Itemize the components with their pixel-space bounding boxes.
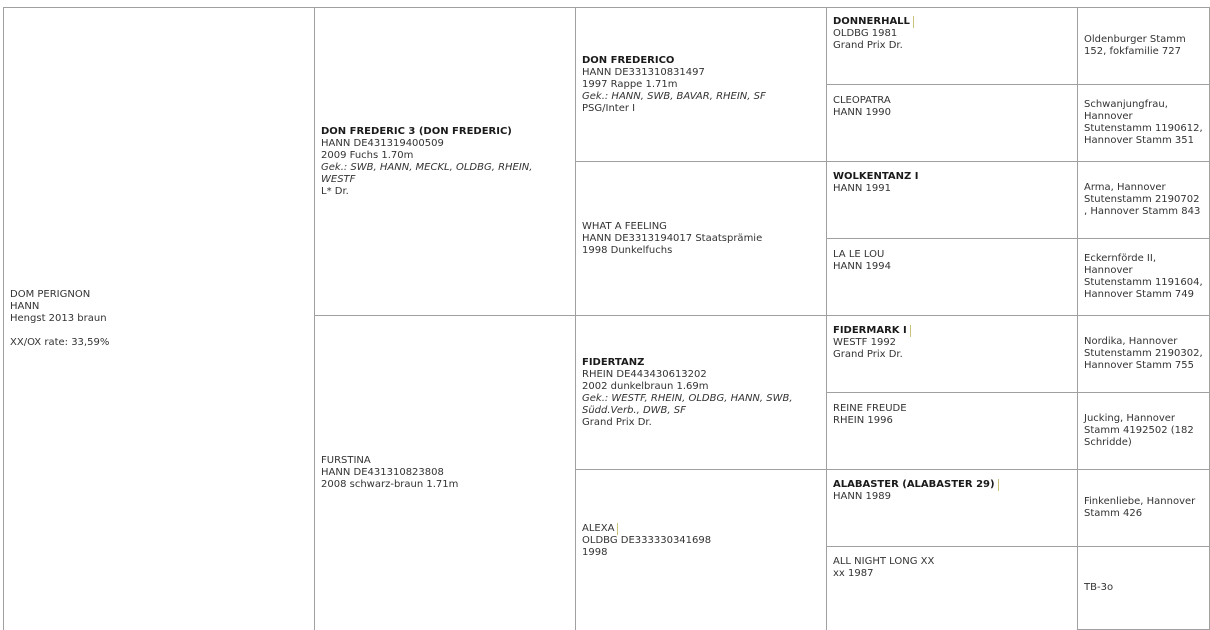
dam-dam-name[interactable]: ALEXA [582, 523, 615, 534]
dam-name[interactable]: FURSTINA [321, 455, 371, 466]
stamm-text: Nordika, Hannover Stutenstamm 2190302, Hannover Stamm 755 [1084, 336, 1203, 371]
gen4-cell-2 [826, 84, 1078, 162]
gen4-cell-3 [826, 161, 1078, 239]
sire-level: L* Dr. [321, 185, 349, 197]
gen4-name[interactable]: CLEOPATRA [833, 95, 891, 106]
gen4-line1: xx 1987 [833, 568, 874, 579]
sire-dam-name[interactable]: WHAT A FEELING [582, 220, 667, 232]
gen4-line1: HANN 1991 [833, 183, 891, 194]
dam-dam-name-row [582, 523, 820, 535]
dam-sire-name[interactable]: FIDERTANZ [582, 356, 645, 368]
gen4-name[interactable]: REINE FREUDE [833, 403, 907, 414]
xxox-rate: XX/OX rate: 33,59% [10, 337, 110, 348]
sire-reg: HANN DE431319400509 [321, 137, 444, 149]
dam-sire-info: 2002 dunkelbraun 1.69m [582, 380, 709, 392]
tick-mark [998, 479, 999, 491]
sire-sire-cell [575, 7, 827, 162]
stamm-text: Schwanjungfrau, Hannover Stutenstamm 1190612, Hannover Stamm 351 [1084, 99, 1203, 146]
sire-cell [314, 7, 576, 316]
tick-mark [617, 523, 618, 535]
gen4-cell-5 [826, 315, 1078, 393]
dam-dam-info: 1998 [582, 547, 608, 558]
gen4-name[interactable]: WOLKENTANZ I [833, 171, 919, 182]
spacer [10, 325, 308, 337]
stamm-cell-4 [1077, 238, 1210, 316]
gen4-line2: Grand Prix Dr. [833, 40, 903, 51]
gen4-cell-6 [826, 392, 1078, 470]
dam-dam-cell [575, 469, 827, 630]
subject-info: Hengst 2013 braun [10, 313, 107, 324]
gen4-name-row [833, 16, 1071, 28]
dam-reg: HANN DE431310823808 [321, 467, 444, 478]
gen4-line1: RHEIN 1996 [833, 415, 893, 426]
sire-dam-cell [575, 161, 827, 316]
gen4-name[interactable]: LA LE LOU [833, 249, 885, 260]
gen4-line1: WESTF 1992 [833, 337, 897, 348]
gen4-name-row [833, 325, 1071, 337]
gen4-name[interactable]: ALL NIGHT LONG XX [833, 556, 935, 567]
sire-dam-info: 1998 Dunkelfuchs [582, 244, 673, 256]
gen4-cell-8 [826, 546, 1078, 630]
subject-name[interactable]: DOM PERIGNON [10, 289, 91, 300]
stamm-text: Eckernförde II, Hannover Stutenstamm 1191604, Hannover Stamm 749 [1084, 253, 1203, 300]
gen4-name[interactable]: ALABASTER (ALABASTER 29) [833, 479, 995, 490]
sire-gek: Gek.: SWB, HANN, MECKL, OLDBG, RHEIN, WESTF [321, 161, 533, 185]
sire-dam-reg: HANN DE3313194017 Staatsprämie [582, 232, 763, 244]
dam-sire-level: Grand Prix Dr. [582, 416, 652, 428]
stamm-cell-2 [1077, 84, 1210, 162]
gen4-cell-4 [826, 238, 1078, 316]
tick-mark [913, 16, 914, 28]
stamm-cell-1 [1077, 7, 1210, 85]
subject-cell [3, 7, 315, 630]
gen4-cell-7 [826, 469, 1078, 547]
dam-info: 2008 schwarz-braun 1.71m [321, 479, 459, 490]
stamm-cell-3 [1077, 161, 1210, 239]
gen4-name[interactable]: DONNERHALL [833, 16, 910, 27]
gen4-line1: HANN 1989 [833, 491, 891, 502]
gen4-cell-1 [826, 7, 1078, 85]
subject-breed: HANN [10, 301, 40, 312]
stamm-text: Finkenliebe, Hannover Stamm 426 [1084, 496, 1196, 519]
sire-sire-reg: HANN DE331310831497 [582, 66, 705, 78]
dam-sire-cell [575, 315, 827, 470]
sire-info: 2009 Fuchs 1.70m [321, 149, 414, 161]
stamm-text: Oldenburger Stamm 152, fokfamilie 727 [1084, 34, 1186, 57]
stamm-cell-7 [1077, 469, 1210, 547]
stamm-cell-6 [1077, 392, 1210, 470]
sire-sire-info: 1997 Rappe 1.71m [582, 78, 678, 90]
gen4-line1: OLDBG 1981 [833, 28, 898, 39]
gen4-line1: HANN 1994 [833, 261, 891, 272]
stamm-text: Arma, Hannover Stutenstamm 2190702 , Hannover Stamm 843 [1084, 182, 1201, 217]
sire-name[interactable]: DON FREDERIC 3 (DON FREDERIC) [321, 125, 512, 137]
sire-sire-level: PSG/Inter I [582, 102, 636, 114]
stamm-cell-5 [1077, 315, 1210, 393]
tick-mark [910, 325, 911, 337]
gen4-line1: HANN 1990 [833, 107, 891, 118]
gen4-name[interactable]: FIDERMARK I [833, 325, 907, 336]
dam-sire-gek: Gek.: WESTF, RHEIN, OLDBG, HANN, SWB, Südd.Verb., DWB, SF [582, 392, 793, 416]
dam-dam-reg: OLDBG DE333330341698 [582, 535, 712, 546]
stamm-text: Jucking, Hannover Stamm 4192502 (182 Schridde) [1084, 413, 1194, 448]
gen4-name-row [833, 479, 1071, 491]
dam-cell [314, 315, 576, 630]
sire-sire-name[interactable]: DON FREDERICO [582, 54, 675, 66]
sire-sire-gek: Gek.: HANN, SWB, BAVAR, RHEIN, SF [582, 90, 766, 102]
gen4-line2: Grand Prix Dr. [833, 349, 903, 360]
stamm-cell-8 [1077, 546, 1210, 630]
stamm-text: TB-3o [1084, 582, 1114, 593]
dam-sire-reg: RHEIN DE443430613202 [582, 368, 707, 380]
